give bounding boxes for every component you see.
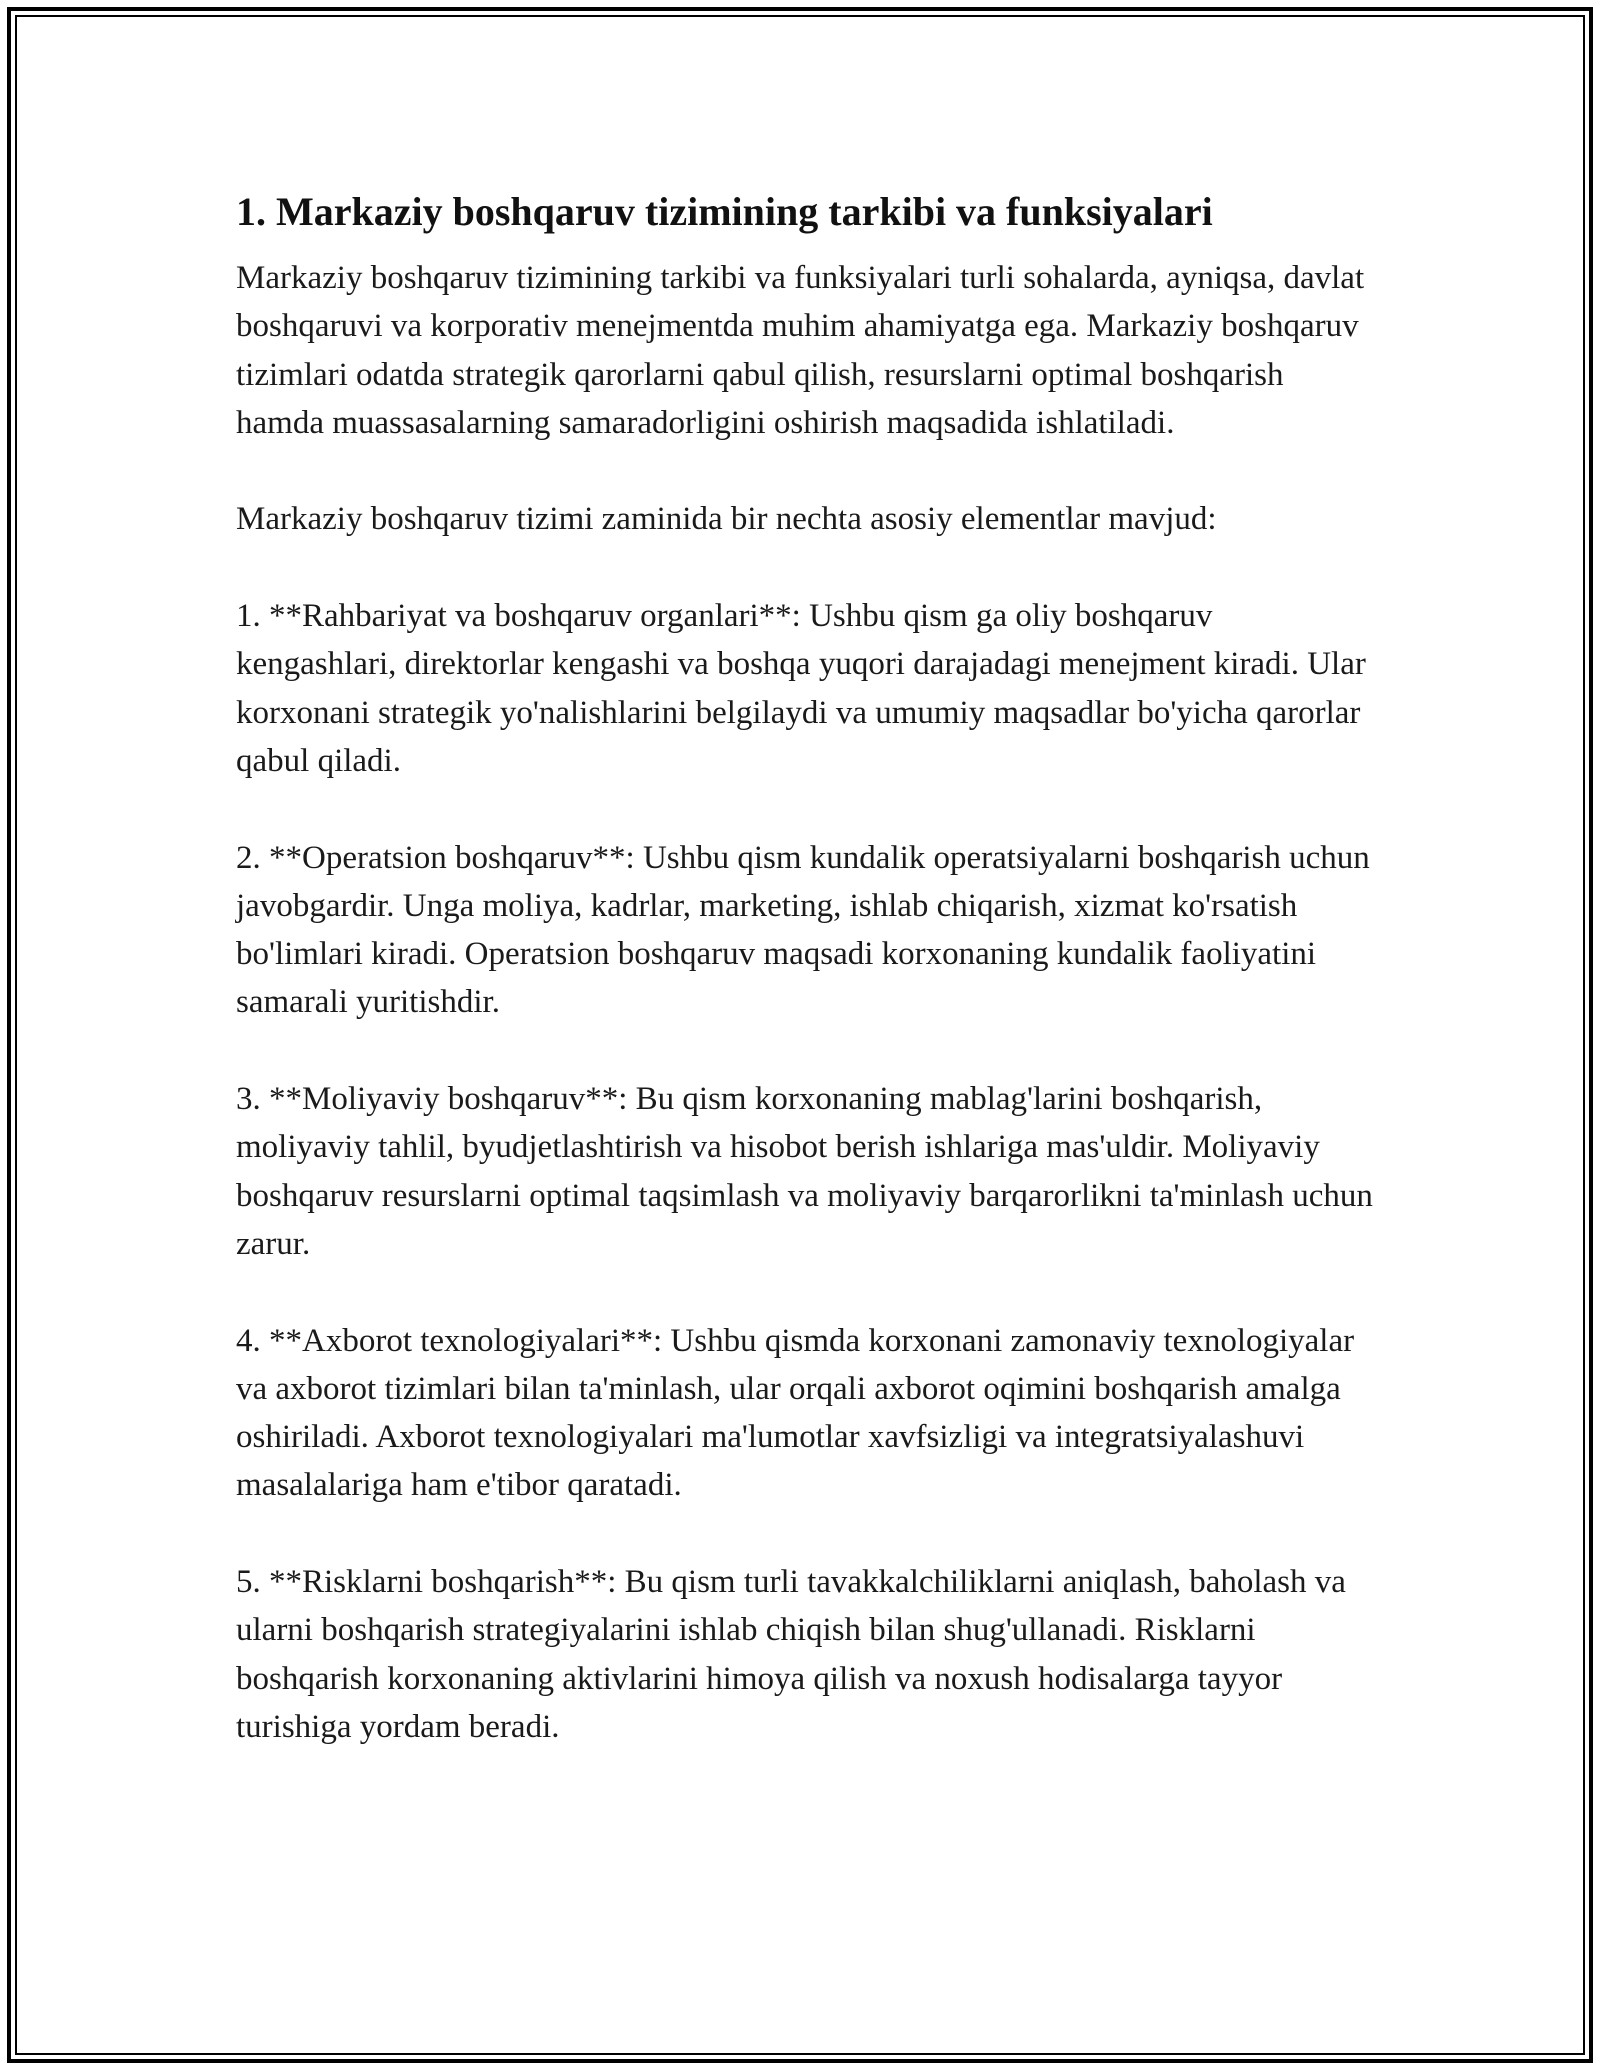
list-item-it: 4. **Axborot texnologiyalari**: Ushbu qismda korxonani zamonaviy texnologiyalar va axborot tizimlari bilan ta'minlash, ular orqali axborot oqimini boshqarish amalga oshiriladi. Axborot texnologiyalari ma'lumotlar xavfsizligi va integratsiyalashuvi masalalariga ham e'tibor qaratadi. [236,1322,1355,1504]
elements-lead-paragraph: Markaziy boshqaruv tizimi zaminida bir nechta asosiy elementlar mavjud: [236,501,1217,538]
list-item-operations: 2. **Operatsion boshqaruv**: Ushbu qism kundalik operatsiyalarni boshqarish uchun javobgardir. Unga moliya, kadrlar, marketing, ishlab chiqarish, xizmat ko'rsatish bo'limlari kiradi. Operatsion boshqaruv maqsadi korxonaning kundalik faoliyatini samarali yuritishdir. [236,839,1370,1021]
list-item-leadership: 1. **Rahbariyat va boshqaruv organlari**: Ushbu qism ga oliy boshqaruv kengashlari, direktorlar kengashi va boshqa yuqori darajadagi menejment kiradi. Ular korxonani strategik yo'nalishlarini belgilaydi va umumiy maqsadlar bo'yicha qarorlar qabul qiladi. [236,598,1366,779]
list-item-risk: 5. **Risklarni boshqarish**: Bu qism turli tavakkalchiliklarni aniqlash, baholash va ularni boshqarish strategiyalarini ishlab chiqish bilan shug'ullanadi. Risklarni boshqarish korxonaning aktivlarini himoya qilish va noxush hodisalarga tayyor turishiga yordam beradi. [236,1564,1346,1745]
list-item-finance: 3. **Moliyaviy boshqaruv**: Bu qism korxonaning mablag'larini boshqarish, moliyaviy tahlil, byudjetlashtirish va hisobot berish ishlariga mas'uldir. Moliyaviy boshqaruv resurslarni optimal taqsimlash va moliyaviy barqarorlikni ta'minlash uchun zarur. [236,1081,1373,1262]
document-title: 1. Markaziy boshqaruv tizimining tarkibi va funksiyalari [236,189,1213,234]
document-body [236,188,1376,1751]
intro-paragraph: Markaziy boshqaruv tizimining tarkibi va funksiyalari turli sohalarda, ayniqsa, davlat boshqaruvi va korporativ menejmentda muhim ahamiyatga ega. Markaziy boshqaruv tizimlari odatda strategik qarorlarni qabul qilish, resurslarni optimal boshqarish hamda muassasalarning samaradorligini oshirish maqsadida ishlatiladi. [236,260,1365,441]
